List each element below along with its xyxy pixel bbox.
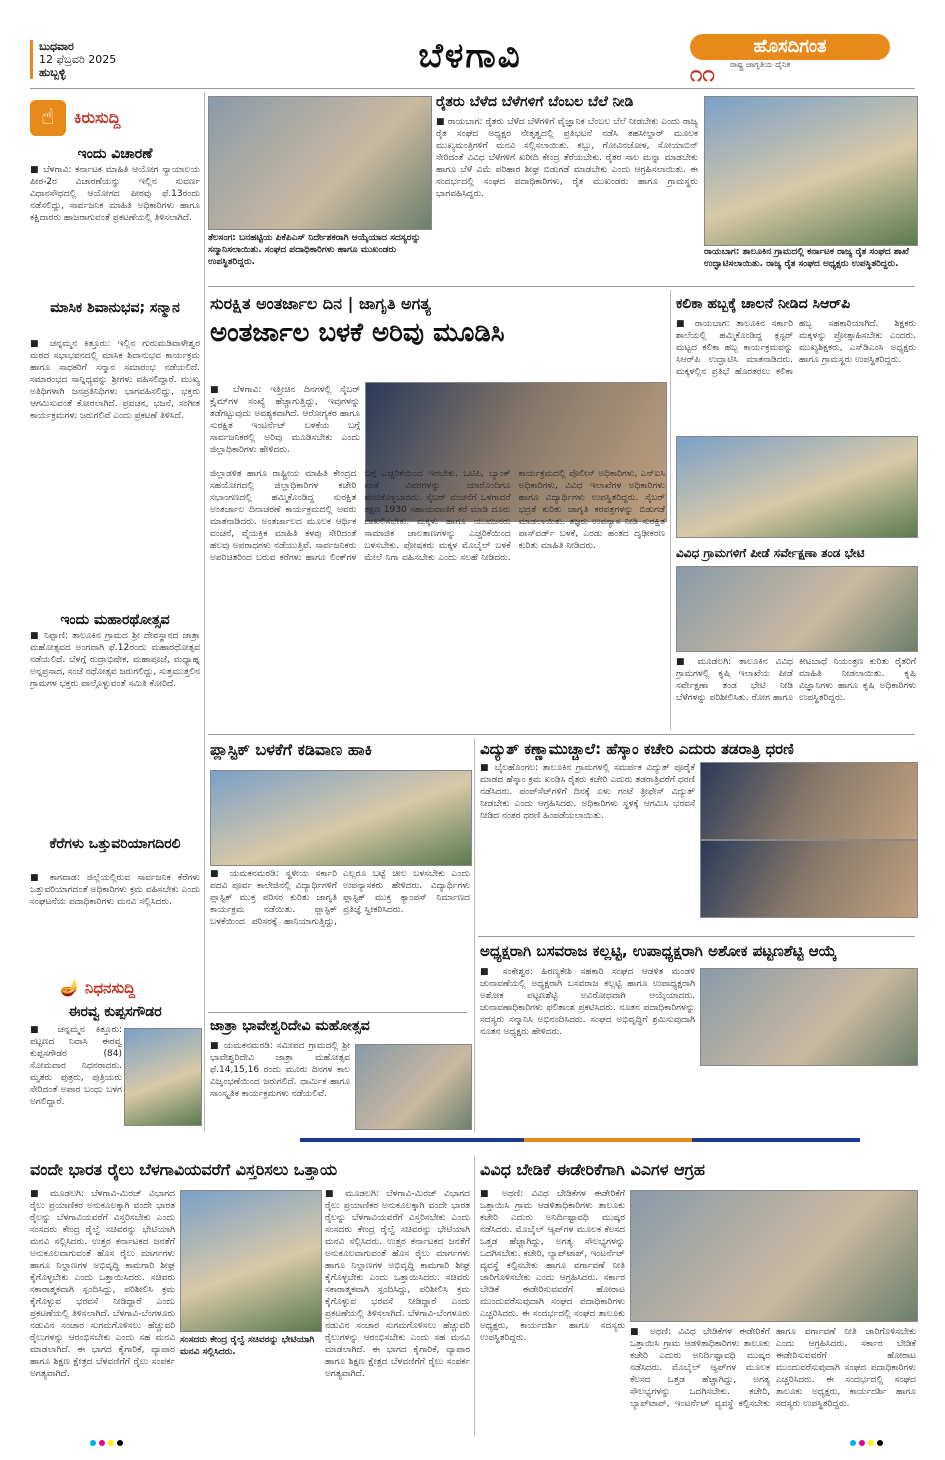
lamp-icon: 🪔 (60, 978, 80, 997)
photo-felicitation (208, 96, 432, 230)
finger-icon: ☝ (30, 100, 66, 136)
caption-felicitation: ತೆಲಸಂಗ: ಬನಹಟ್ಟಿಯ ಪಿಕೆಪಿಎಸ್ ನಿರ್ದೇಶಕರಾಗಿ ಆಯ್ಕೆಯಾದ ಸದಸ್ಯರನ್ನು ಸನ್ಮಾನಿಸಲಾಯಿತು. ಸಂಘದ ಪದಾಧಿಕಾರಿಗಳು ಹಾಗೂ ಮುಖಂಡರು ಉಪಸ್ಥಿತರಿದ್ದರು. (208, 233, 421, 267)
article-pest-survey: ■ ಮೂಡಲಗಿ: ತಾಲೂಕಿನ ವಿವಿಧ ಗ್ರಾಮಗಳಲ್ಲಿ ಕೃಷಿ ಇಲಾಖೆಯ ಪೀಡೆ ಸರ್ವೇಕ್ಷಣಾ ತಂಡ ಭೇಟಿ ನೀಡಿ ಬೆಳೆಗಳನ್ನು ಪರಿಶೀಲಿಸಿತು. ರೋಗ ಹಾಗೂ ಕೀಟಬಾಧೆ ನಿಯಂತ್ರಣ ಕುರಿತು ರೈತರಿಗೆ ಮಾಹಿತಿ ನೀಡಲಾಯಿತು. ಕೃಷಿ ವಿಜ್ಞಾನಿಗಳು ಹಾಗೂ ಕೃಷಿ ಅಧಿಕಾರಿಗಳು ಉಪಸ್ಥಿತರಿದ್ದರು. (676, 657, 916, 703)
article-support-price: ■ ರಾಯಬಾಗ: ರೈತರು ಬೆಳೆದ ಬೆಳೆಗಳಿಗೆ ವೈಜ್ಞಾನಿಕ ಬೆಂಬಲ ಬೆಲೆ ನೀಡಬೇಕು ಎಂದು ರಾಜ್ಯ ರೈತ ಸಂಘದ ಅಧ್ಯಕ್ಷರ ನೇತೃತ್ವದಲ್ಲಿ ಪ್ರತಿಭಟನೆ ನಡೆಸಿ ತಹಸೀಲ್ದಾರ್ ಮೂಲಕ ಮುಖ್ಯಮಂತ್ರಿಗಳಿಗೆ ಮನವಿ ಸಲ್ಲಿಸಲಾಯಿತು. ಕಬ್ಬು, ಗೋವಿನಜೋಳ, ಸೋಯಾಬಿನ್ ಸೇರಿದಂತೆ ವಿವಿಧ ಬೆಳೆಗಳಿಗೆ ಖರೀದಿ ಕೇಂದ್ರ ತೆರೆಯಬೇಕು. ರೈತರ ಸಾಲ ಮನ್ನಾ ಮಾಡಬೇಕು ಹಾಗೂ ಬೆಳೆ ವಿಮೆ ಪರಿಹಾರ ಶೀಘ್ರ ಬಿಡುಗಡೆ ಮಾಡಬೇಕು ಎಂದು ಆಗ್ರಹಿಸಲಾಯಿತು. ಈ ಸಂದರ್ಭದಲ್ಲಿ ಸಂಘದ ಪದಾಧಿಕಾರಿಗಳು, ರೈತ ಮುಖಂಡರು ಹಾಗೂ ಗ್ರಾಮಸ್ಥರು ಭಾಗವಹಿಸಿದ್ದರು. (436, 117, 698, 199)
bottom-divider (300, 1138, 860, 1142)
article-va-demand-cont: ■ ಅಥಣಿ: ವಿವಿಧ ಬೇಡಿಕೆಗಳ ಈಡೇರಿಕೆಗೆ ಒತ್ತಾಯಿಸಿ ಗ್ರಾಮ ಆಡಳಿತಾಧಿಕಾರಿಗಳು ತಾಲೂಕು ಕಚೇರಿ ಎದುರು ಅನಿರ್ದಿಷ್ಟಾವಧಿ ಮುಷ್ಕರ ನಡೆಸಿದರು. ಮೊಬೈಲ್ ಆ್ಯಪ್‌ಗಳ ಮೂಲಕ ಕೆಲಸದ ಒತ್ತಡ ಹೆಚ್ಚಾಗಿದ್ದು, ಅಗತ್ಯ ಸೌಲಭ್ಯಗಳನ್ನು ಒದಗಿಸಬೇಕು. ಕಚೇರಿ, ಲ್ಯಾಪ್‌ಟಾಪ್, ಇಂಟರ್ನೆಟ್ ವ್ಯವಸ್ಥೆ ಕಲ್ಪಿಸಬೇಕು ಹಾಗೂ ವರ್ಗಾವಣೆ ನೀತಿ ಜಾರಿಗೊಳಿಸಬೇಕು ಎಂದು ಆಗ್ರಹಿಸಿದರು. ಸರ್ಕಾರ ಬೇಡಿಕೆ ಈಡೇರಿಸುವವರೆಗೆ ಹೋರಾಟ ಮುಂದುವರೆಸುವುದಾಗಿ ಸಂಘದ ಪದಾಧಿಕಾರಿಗಳು ಎಚ್ಚರಿಸಿದರು. ಈ ಸಂದರ್ಭದಲ್ಲಿ ಸಂಘದ ತಾಲೂಕು ಅಧ್ಯಕ್ಷರು, ಕಾರ್ಯದರ್ಶಿ ಹಾಗೂ ಸದಸ್ಯರು ಉಪಸ್ಥಿತರಿದ್ದರು. (630, 1327, 916, 1409)
article-va-demand: ■ ಅಥಣಿ: ವಿವಿಧ ಬೇಡಿಕೆಗಳ ಈಡೇರಿಕೆಗೆ ಒತ್ತಾಯಿಸಿ ಗ್ರಾಮ ಆಡಳಿತಾಧಿಕಾರಿಗಳು ತಾಲೂಕು ಕಚೇರಿ ಎದುರು ಅನಿರ್ದಿಷ್ಟಾವಧಿ ಮುಷ್ಕರ ನಡೆಸಿದರು. ಮೊಬೈಲ್ ಆ್ಯಪ್‌ಗಳ ಮೂಲಕ ಕೆಲಸದ ಒತ್ತಡ ಹೆಚ್ಚಾಗಿದ್ದು, ಅಗತ್ಯ ಸೌಲಭ್ಯಗಳನ್ನು ಒದಗಿಸಬೇಕು. ಕಚೇರಿ, ಲ್ಯಾಪ್‌ಟಾಪ್, ಇಂಟರ್ನೆಟ್ ವ್ಯವಸ್ಥೆ ಕಲ್ಪಿಸಬೇಕು ಹಾಗೂ ವರ್ಗಾವಣೆ ನೀತಿ ಜಾರಿಗೊಳಿಸಬೇಕು ಎಂದು ಆಗ್ರಹಿಸಿದರು. ಸರ್ಕಾರ ಬೇಡಿಕೆ ಈಡೇರಿಸುವವರೆಗೆ ಹೋರಾಟ ಮುಂದುವರೆಸುವುದಾಗಿ ಸಂಘದ ಪದಾಧಿಕಾರಿಗಳು ಎಚ್ಚರಿಸಿದರು. ಈ ಸಂದರ್ಭದಲ್ಲಿ ಸಂಘದ ತಾಲೂಕು ಅಧ್ಯಕ್ಷರು, ಕಾರ್ಯದರ್ಶಿ ಹಾಗೂ ಸದಸ್ಯರು ಉಪಸ್ಥಿತರಿದ್ದರು. (480, 1189, 625, 1343)
article-vande-bharat: ■ ಮೂಡಲಗಿ: ಬೆಳಗಾವಿ-ಮಿರಜ್ ವಿಭಾಗದ ರೈಲು ಪ್ರಯಾಣಿಕರ ಅನುಕೂಲಕ್ಕಾಗಿ ವಂದೇ ಭಾರತ ರೈಲನ್ನು ಬೆಳಗಾವಿಯವರೆಗೆ ವಿಸ್ತರಿಸಬೇಕು ಎಂದು ಸಂಸದರು ಕೇಂದ್ರ ರೈಲ್ವೆ ಸಚಿವರನ್ನು ಭೇಟಿಯಾಗಿ ಮನವಿ ಸಲ್ಲಿಸಿದರು. ಉತ್ತರ ಕರ್ನಾಟಕದ ಜನತೆಗೆ ಅನುಕೂಲವಾಗುವಂತೆ ಹೊಸ ರೈಲು ಮಾರ್ಗಗಳು ಹಾಗೂ ನಿಲ್ದಾಣಗಳ ಅಭಿವೃದ್ಧಿ ಕಾಮಗಾರಿ ಶೀಘ್ರ ಕೈಗೊಳ್ಳಬೇಕು ಎಂದು ಒತ್ತಾಯಿಸಿದರು. ಸಚಿವರು ಸಕಾರಾತ್ಮಕವಾಗಿ ಸ್ಪಂದಿಸಿದ್ದು, ಪರಿಶೀಲಿಸಿ ಕ್ರಮ ಕೈಗೊಳ್ಳುವ ಭರವಸೆ ನೀಡಿದ್ದಾರೆ ಎಂದು ಪ್ರಕಟಣೆಯಲ್ಲಿ ತಿಳಿಸಲಾಗಿದೆ. ಬೆಳಗಾವಿ-ಬೆಂಗಳೂರು ನಡುವಿನ ಸಂಚಾರ ಸುಗಮಗೊಳಿಸಲು ಹೆಚ್ಚುವರಿ ರೈಲುಗಳನ್ನು ಆರಂಭಿಸಬೇಕು ಎಂದು ಸಹ ಮನವಿ ಮಾಡಲಾಗಿದೆ. ಈ ಭಾಗದ ಕೈಗಾರಿಕೆ, ವ್ಯಾಪಾರ ಹಾಗೂ ಶಿಕ್ಷಣ ಕ್ಷೇತ್ರದ ಬೆಳವಣಿಗೆಗೆ ರೈಲು ಸಂಪರ್ಕ ಅಗತ್ಯವಾಗಿದೆ. (30, 1189, 175, 1379)
photo-election (700, 968, 918, 1066)
column-rule-2 (670, 290, 671, 730)
obituary-photo (124, 1028, 202, 1126)
headline-va-demand: ವಿವಿಧ ಬೇಡಿಕೆ ಈಡೇರಿಕೆಗಾಗಿ ವಿಎಗಳ ಆಗ್ರಹ (480, 1160, 705, 1179)
headline-vicharane: ಇಂದು ವಿಚಾರಣೆ (77, 146, 153, 162)
column-rule (204, 92, 205, 1132)
photo-va-protest (630, 1190, 918, 1322)
column-rule-3 (474, 738, 475, 1132)
main-body: ಜಿಲ್ಲಾಡಳಿತ ಹಾಗೂ ರಾಷ್ಟ್ರೀಯ ಮಾಹಿತಿ ಕೇಂದ್ರದ ಸಹಯೋಗದಲ್ಲಿ ಜಿಲ್ಲಾಧಿಕಾರಿಗಳ ಕಚೇರಿ ಸಭಾಂಗಣದಲ್ಲಿ ಹಮ್ಮಿಕೊಂಡಿದ್ದ ಸುರಕ್ಷಿತ ಅಂತರ್ಜಾಲ ದಿನಾಚರಣೆ ಕಾರ್ಯಕ್ರಮದಲ್ಲಿ ಅವರು ಮಾತನಾಡಿದರು. ಅಂತರ್ಜಾಲದ ಮೂಲಕ ಆರ್ಥಿಕ ವಂಚನೆ, ವೈಯಕ್ತಿಕ ಮಾಹಿತಿ ಕಳವು ಸೇರಿದಂತೆ ಹಲವು ಅಪರಾಧಗಳು ನಡೆಯುತ್ತಿವೆ. ಸಾರ್ವಜನಿಕರು ಅಪರಿಚಿತರಿಂದ ಬರುವ ಕರೆಗಳು ಹಾಗೂ ಲಿಂಕ್‌ಗಳ ಬಗ್ಗೆ ಎಚ್ಚರಿಕೆಯಿಂದ ಇರಬೇಕು. ಒಟಿಪಿ, ಬ್ಯಾಂಕ್ ಖಾತೆ ವಿವರಗಳನ್ನು ಯಾರೊಂದಿಗೂ ಹಂಚಿಕೊಳ್ಳಬಾರದು. ಸೈಬರ್ ವಂಚನೆಗೆ ಒಳಗಾದರೆ ತಕ್ಷಣ 1930 ಸಹಾಯವಾಣಿಗೆ ಕರೆ ಮಾಡಿ ದೂರು ದಾಖಲಿಸಬೇಕು. ಮಕ್ಕಳು ಹಾಗೂ ಯುವಜನರು ಸಾಮಾಜಿಕ ಜಾಲತಾಣಗಳನ್ನು ಎಚ್ಚರಿಕೆಯಿಂದ ಬಳಸಬೇಕು. ಪೋಷಕರು ಮಕ್ಕಳ ಮೊಬೈಲ್ ಬಳಕೆ ಮೇಲೆ ನಿಗಾ ವಹಿಸಬೇಕು ಎಂದು ಸಲಹೆ ನೀಡಿದರು. ಕಾರ್ಯಕ್ರಮದಲ್ಲಿ ಪೊಲೀಸ್ ಅಧಿಕಾರಿಗಳು, ಎನ್‌ಐಸಿ ಅಧಿಕಾರಿಗಳು, ವಿವಿಧ ಇಲಾಖೆಗಳ ಅಧಿಕಾರಿಗಳು ಹಾಗೂ ವಿದ್ಯಾರ್ಥಿಗಳು ಉಪಸ್ಥಿತರಿದ್ದರು. ಸೈಬರ್ ಭದ್ರತೆ ಕುರಿತು ಜಾಗೃತಿ ಕರಪತ್ರಗಳನ್ನು ಬಿಡುಗಡೆ ಮಾಡಲಾಯಿತು. ತಜ್ಞರು ಉಪನ್ಯಾಸ ನೀಡಿ ಸುರಕ್ಷಿತ ಪಾಸ್‌ವರ್ಡ್ ಬಳಕೆ, ಎರಡು ಹಂತದ ದೃಢೀಕರಣ ಕುರಿತು ಮಾಹಿತಿ ನೀಡಿದರು. (210, 469, 665, 563)
headline-maharathotsava: ಇಂದು ಮಹಾರಥೋತ್ಸವ (60, 612, 170, 628)
caption-farmers: ರಾಯಬಾಗ: ತಾಲೂಕಿನ ಗ್ರಾಮದಲ್ಲಿ ಕರ್ನಾಟಕ ರಾಜ್ಯ ರೈತ ಸಂಘದ ಶಾಖೆ ಉದ್ಘಾಟಿಸಲಾಯಿತು. ರಾಜ್ಯ ರೈತ ಸಂಘದ ಅಧ್ಯಕ್ಷರು ಉಪಸ್ಥಿತರಿದ್ದರು. (704, 247, 909, 269)
photo-kalika-habba (676, 436, 918, 538)
logo-text: ಹೊಸದಿಗಂತ (690, 34, 890, 60)
headline-obituary: ಈರವ್ವ ಕುಪ್ಪಸಗೌಡರ (68, 1004, 162, 1020)
caption-vande-bharat: ಸಂಸದರು ಕೇಂದ್ರ ರೈಲ್ವೆ ಸಚಿವರನ್ನು ಭೇಟಿಯಾಗಿ ಮನವಿ ಸಲ್ಲಿಸಿದರು. (180, 1335, 315, 1357)
section-rule-2 (208, 734, 915, 735)
article-plastic: ■ ಯಮಕನಮರಡಿ: ಸ್ಥಳೀಯ ಸರ್ಕಾರಿ ಪದವಿ ಪೂರ್ವ ಕಾಲೇಜಿನಲ್ಲಿ ವಿದ್ಯಾರ್ಥಿಗಳಿಗೆ ಪ್ಲಾಸ್ಟಿಕ್ ಮುಕ್ತ ಪರಿಸರ ಕುರಿತು ಜಾಗೃತಿ ಕಾರ್ಯಕ್ರಮ ನಡೆಯಿತು. ಪ್ಲಾಸ್ಟಿಕ್ ಬಳಕೆಯಿಂದ ಪರಿಸರಕ್ಕೆ ಹಾನಿಯಾಗುತ್ತಿದ್ದು, ಎಲ್ಲರೂ ಬಟ್ಟೆ ಚೀಲ ಬಳಸಬೇಕು ಎಂದು ಉಪನ್ಯಾಸಕರು ಹೇಳಿದರು. ವಿದ್ಯಾರ್ಥಿಗಳು ಪ್ಲಾಸ್ಟಿಕ್ ಮುಕ್ತ ಕ್ಯಾಂಪಸ್ ನಿರ್ಮಾಣದ ಪ್ರತಿಜ್ಞೆ ಸ್ವೀಕರಿಸಿದರು. (210, 869, 470, 927)
article-election: ■ ಸಂಕೇಶ್ವರ: ಹಿರಣ್ಯಕೇಶಿ ಸಹಕಾರಿ ಸಂಘದ ಆಡಳಿತ ಮಂಡಳಿ ಚುನಾವಣೆಯಲ್ಲಿ ಅಧ್ಯಕ್ಷರಾಗಿ ಬಸವರಾಜ ಕಲ್ಲಟ್ಟಿ ಹಾಗೂ ಉಪಾಧ್ಯಕ್ಷರಾಗಿ ಅಶೋಕ ಪಟ್ಟಣಶೆಟ್ಟಿ ಅವಿರೋಧವಾಗಿ ಆಯ್ಕೆಯಾದರು. ಚುನಾವಣಾಧಿಕಾರಿಗಳು ಫಲಿತಾಂಶ ಪ್ರಕಟಿಸಿದರು. ನೂತನ ಪದಾಧಿಕಾರಿಗಳನ್ನು ಸದಸ್ಯರು ಸನ್ಮಾನಿಸಿ ಅಭಿನಂದಿಸಿದರು. ಸಂಘದ ಅಭಿವೃದ್ಧಿಗೆ ಶ್ರಮಿಸುವುದಾಗಿ ನೂತನ ಅಧ್ಯಕ್ಷರು ಹೇಳಿದರು. (480, 967, 695, 1037)
photo-dharani-1 (700, 762, 918, 840)
article-shivanubhava: ■ ಚನ್ನಮ್ಮನ ಕಿತ್ತೂರು: ಇಲ್ಲಿನ ಗುರುಮಡಿವಾಳೇಶ್ವರ ಮಠದ ಸಭಾಭವನದಲ್ಲಿ ಮಾಸಿಕ ಶಿವಾನುಭವ ಕಾರ್ಯಕ್ರಮ ಹಾಗೂ ಸಾಧಕರಿಗೆ ಸನ್ಮಾನ ಸಮಾರಂಭ ನಡೆಯಲಿದೆ. ಸಮಾರಂಭದ ಸಾನ್ನಿಧ್ಯವನ್ನು ಶ್ರೀಗಳು ವಹಿಸಲಿದ್ದಾರೆ. ಮುಖ್ಯ ಅತಿಥಿಗಳಾಗಿ ಜನಪ್ರತಿನಿಧಿಗಳು ಭಾಗವಹಿಸಲಿದ್ದು, ಭಕ್ತರು ಆಗಮಿಸುವಂತೆ ಕೋರಲಾಗಿದೆ. ಪ್ರವಚನ, ಭಜನೆ, ಸಂಗೀತ ಕಾರ್ಯಕ್ರಮಗಳು ಜರುಗಲಿವೆ ಎಂದು ಪ್ರಕಟಣೆ ತಿಳಿಸಿದೆ. (30, 339, 200, 421)
headline-kere: ಕೆರೆಗಳು ಒತ್ತುವರಿಯಾಗದಿರಲಿ (49, 836, 181, 852)
section-rule-4 (478, 936, 915, 937)
masthead-logo (690, 28, 905, 86)
column-rule-4 (474, 1156, 475, 1436)
photo-deity (355, 1044, 472, 1130)
article-vande-bharat-cont: ■ ಮೂಡಲಗಿ: ಬೆಳಗಾವಿ-ಮಿರಜ್ ವಿಭಾಗದ ರೈಲು ಪ್ರಯಾಣಿಕರ ಅನುಕೂಲಕ್ಕಾಗಿ ವಂದೇ ಭಾರತ ರೈಲನ್ನು ಬೆಳಗಾವಿಯವರೆಗೆ ವಿಸ್ತರಿಸಬೇಕು ಎಂದು ಸಂಸದರು ಕೇಂದ್ರ ರೈಲ್ವೆ ಸಚಿವರನ್ನು ಭೇಟಿಯಾಗಿ ಮನವಿ ಸಲ್ಲಿಸಿದರು. ಉತ್ತರ ಕರ್ನಾಟಕದ ಜನತೆಗೆ ಅನುಕೂಲವಾಗುವಂತೆ ಹೊಸ ರೈಲು ಮಾರ್ಗಗಳು ಹಾಗೂ ನಿಲ್ದಾಣಗಳ ಅಭಿವೃದ್ಧಿ ಕಾಮಗಾರಿ ಶೀಘ್ರ ಕೈಗೊಳ್ಳಬೇಕು ಎಂದು ಒತ್ತಾಯಿಸಿದರು. ಸಚಿವರು ಸಕಾರಾತ್ಮಕವಾಗಿ ಸ್ಪಂದಿಸಿದ್ದು, ಪರಿಶೀಲಿಸಿ ಕ್ರಮ ಕೈಗೊಳ್ಳುವ ಭರವಸೆ ನೀಡಿದ್ದಾರೆ ಎಂದು ಪ್ರಕಟಣೆಯಲ್ಲಿ ತಿಳಿಸಲಾಗಿದೆ. ಬೆಳಗಾವಿ-ಬೆಂಗಳೂರು ನಡುವಿನ ಸಂಚಾರ ಸುಗಮಗೊಳಿಸಲು ಹೆಚ್ಚುವರಿ ರೈಲುಗಳನ್ನು ಆರಂಭಿಸಬೇಕು ಎಂದು ಸಹ ಮನವಿ ಮಾಡಲಾಗಿದೆ. ಈ ಭಾಗದ ಕೈಗಾರಿಕೆ, ವ್ಯಾಪಾರ ಹಾಗೂ ಶಿಕ್ಷಣ ಕ್ಷೇತ್ರದ ಬೆಳವಣಿಗೆಗೆ ರೈಲು ಸಂಪರ್ಕ ಅಗತ್ಯವಾಗಿದೆ. (325, 1189, 470, 1379)
article-kalika-habba: ■ ರಾಯಬಾಗ: ತಾಲೂಕಿನ ಸರ್ಕಾರಿ ಶಾಲೆಯಲ್ಲಿ ಹಮ್ಮಿಕೊಂಡಿದ್ದ ಕ್ಲಸ್ಟರ್ ಮಟ್ಟದ ಕಲಿಕಾ ಹಬ್ಬ ಕಾರ್ಯಕ್ರಮವನ್ನು ಸಿಆರ್‌ಪಿ ಉದ್ಘಾಟಿಸಿ ಮಾತನಾಡಿದರು. ಮಕ್ಕಳಲ್ಲಿನ ಪ್ರತಿಭೆ ಹೊರತರಲು ಕಲಿಕಾ ಹಬ್ಬ ಸಹಕಾರಿಯಾಗಿದೆ. ಶಿಕ್ಷಕರು ಮಕ್ಕಳನ್ನು ಪ್ರೋತ್ಸಾಹಿಸಬೇಕು ಎಂದರು. ಮುಖ್ಯಶಿಕ್ಷಕರು, ಎಸ್‌ಡಿಎಂಸಿ ಅಧ್ಯಕ್ಷರು ಹಾಗೂ ಗ್ರಾಮಸ್ಥರು ಉಪಸ್ಥಿತರಿದ್ದರು. (676, 319, 916, 377)
photo-vande-bharat (180, 1190, 322, 1332)
edition-title: ಬೆಳಗಾವಿ (418, 36, 522, 76)
main-intro: ■ ಬೆಳಗಾವಿ: ಇತ್ತೀಚಿನ ದಿನಗಳಲ್ಲಿ ಸೈಬರ್ ಕ್ರೈಮ್‌ಗಳ ಸಂಖ್ಯೆ ಹೆಚ್ಚಾಗುತ್ತಿದ್ದು, ಇವುಗಳನ್ನು ತಡೆಗಟ್ಟುವುದು ಅವಶ್ಯಕವಾಗಿದೆ. ಆರೋಗ್ಯಕರ ಹಾಗೂ ಸುರಕ್ಷಿತ ಇಂಟರ್ನೆಟ್ ಬಳಕೆಯ ಬಗ್ಗೆ ಸಾರ್ವಜನಿಕರಲ್ಲಿ ಅರಿವು ಮೂಡಿಸಬೇಕು ಎಂದು ಜಿಲ್ಲಾಧಿಕಾರಿಗಳು ಹೇಳಿದರು. (210, 385, 360, 455)
header-rule (30, 88, 915, 89)
headline-dharani: ವಿದ್ಯುತ್ ಕಣ್ಣಾಮುಚ್ಚಾಲೆ: ಹೆಸ್ಕಾಂ ಕಚೇರಿ ಎದುರು ತಡರಾತ್ರಿ ಧರಣಿ (480, 740, 794, 758)
nidhana-banner (60, 978, 200, 1002)
headline-jatra: ಜಾತ್ರಾ ಭಾವೇಶ್ವರಿದೇವಿ ಮಹೋತ್ಸವ (210, 1018, 370, 1034)
print-registration-dots-right (850, 1440, 883, 1446)
kiru-suddi-label: ಕಿರುಸುದ್ದಿ (74, 108, 121, 127)
photo-dharani-2 (700, 840, 918, 918)
headline-vande-bharat: ವಂದೇ ಭಾರತ ರೈಲು ಬೆಳಗಾವಿಯವರೆಗೆ ವಿಸ್ತರಿಸಲು ಒತ್ತಾಯ (30, 1160, 338, 1179)
logo-tagline: ರಾಷ್ಟ್ರ ಜಾಗೃತಿಯ ದೈನಿಕ (730, 60, 791, 69)
header-date: 12 ಫೆಬ್ರವರಿ 2025 (39, 53, 117, 66)
headline-kalika-habba: ಕಲಿಕಾ ಹಬ್ಬಕ್ಕೆ ಚಾಲನೆ ನೀಡಿದ ಸಿಆರ್‌ಪಿ (676, 296, 851, 312)
main-kicker: ಸುರಕ್ಷಿತ ಅಂತರ್ಜಾಲ ದಿನ | ಜಾಗೃತಿ ಅಗತ್ಯ (210, 294, 431, 313)
section-rule-3 (208, 1012, 467, 1013)
article-maharathotsava: ■ ನಿಪ್ಪಾಣಿ: ತಾಲೂಕಿನ ಗ್ರಾಮದ ಶ್ರೀ ದೇವಸ್ಥಾನದ ಜಾತ್ರಾ ಮಹೋತ್ಸವದ ಅಂಗವಾಗಿ ಫೆ.12ರಂದು ಮಹಾರಥೋತ್ಸವ ನಡೆಯಲಿದೆ. ಬೆಳಗ್ಗೆ ರುದ್ರಾಭಿಷೇಕ, ಮಹಾಪೂಜೆ, ಮಧ್ಯಾಹ್ನ ಅನ್ನಪ್ರಸಾದ, ಸಂಜೆ ರಥೋತ್ಸವ ಜರುಗಲಿದ್ದು, ಸುತ್ತಮುತ್ತಲಿನ ಗ್ರಾಮಗಳ ಭಕ್ತರು ಪಾಲ್ಗೊಳ್ಳುವಂತೆ ಸಮಿತಿ ಕೋರಿದೆ. (30, 631, 200, 689)
headline-pest-survey: ವಿವಿಧ ಗ್ರಾಮಗಳಿಗೆ ಪೀಡೆ ಸರ್ವೇಕ್ಷಣಾ ತಂಡ ಭೇಟಿ (676, 546, 865, 560)
nidhana-label: ನಿಧನಸುದ್ದಿ (85, 979, 136, 997)
print-registration-dots (90, 1440, 123, 1446)
article-vicharane: ■ ಬೆಳಗಾವಿ: ಕರ್ನಾಟಕ ಮಾಹಿತಿ ಆಯೋಗ ನ್ಯಾಯಾಲಯ ಪೀಠ-2ರ ವಿಚಾರಣೆಯನ್ನು ಇಲ್ಲಿನ ಸುವರ್ಣ ವಿಧಾನಸೌಧದಲ್ಲಿ ಆಯೋಗದ ಪೀಠವು ಫೆ.13ರಂದು ನಡೆಸಲಿದ್ದು, ಸಾರ್ವಜನಿಕ ಮಾಹಿತಿ ಅಧಿಕಾರಿಗಳು ಹಾಗೂ ಕಕ್ಷಿದಾರರು ಹಾಜರಾಗುವಂತೆ ಪ್ರಕಟಣೆಯಲ್ಲಿ ತಿಳಿಸಲಾಗಿದೆ. (30, 165, 200, 223)
header-city: ಹುಬ್ಬಳ್ಳಿ (39, 66, 66, 79)
photo-farmers (704, 96, 918, 246)
headline-election: ಅಧ್ಯಕ್ಷರಾಗಿ ಬಸವರಾಜ ಕಲ್ಲಟ್ಟಿ, ಉಪಾಧ್ಯಕ್ಷರಾಗಿ ಅಶೋಕ ಪಟ್ಟಣಶೆಟ್ಟಿ ಆಯ್ಕೆ (480, 942, 837, 960)
header-dateline (30, 40, 149, 79)
section-rule (208, 286, 915, 287)
header-day: ಬುಧವಾರ (39, 40, 74, 53)
headline-plastic: ಪ್ಲಾಸ್ಟಿಕ್ ಬಳಕೆಗೆ ಕಡಿವಾಣ ಹಾಕಿ (210, 740, 372, 759)
article-obituary: ■ ಚನ್ನಮ್ಮನ ಕಿತ್ತೂರು: ಪಟ್ಟಣದ ನಿವಾಸಿ ಈರವ್ವ ಕುಪ್ಪಸಗೌಡರ (84) ಸೋಮವಾರ ನಿಧನರಾದರು. ಮೃತರು ಪುತ್ರರು, ಪುತ್ರಿಯರು ಸೇರಿದಂತೆ ಅಪಾರ ಬಂಧು ಬಳಗ ಅಗಲಿದ್ದಾರೆ. (30, 1025, 122, 1107)
article-jatra: ■ ಯಮಕನಮರಡಿ: ಸಮೀಪದ ಗ್ರಾಮದಲ್ಲಿ ಶ್ರೀ ಭಾವೇಶ್ವರಿದೇವಿ ಜಾತ್ರಾ ಮಹೋತ್ಸವ ಫೆ.14,15,16 ರಂದು ಮೂರು ದಿನಗಳ ಕಾಲ ವಿಜೃಂಭಣೆಯಿಂದ ಜರುಗಲಿದೆ. ಧಾರ್ಮಿಕ ಹಾಗೂ ಸಾಂಸ್ಕೃತಿಕ ಕಾರ್ಯಕ್ರಮಗಳು ನಡೆಯಲಿವೆ. (210, 1041, 350, 1099)
photo-pest-survey (676, 566, 918, 652)
headline-shivanubhava: ಮಾಸಿಕ ಶಿವಾನುಭವ; ಸನ್ಮಾನ (50, 300, 180, 316)
article-dharani: ■ ಬೈಲಹೊಂಗಲ: ತಾಲೂಕಿನ ಗ್ರಾಮಗಳಲ್ಲಿ ಸಮರ್ಪಕ ವಿದ್ಯುತ್ ಪೂರೈಕೆ ಮಾಡದ ಹೆಸ್ಕಾಂ ಕ್ರಮ ಖಂಡಿಸಿ ರೈತರು ಕಚೇರಿ ಎದುರು ತಡರಾತ್ರಿವರೆಗೆ ಧರಣಿ ನಡೆಸಿದರು. ಪಂಪ್‌ಸೆಟ್‌ಗಳಿಗೆ ದಿನಕ್ಕೆ ಏಳು ಗಂಟೆ ತ್ರೀಫೇಸ್ ವಿದ್ಯುತ್ ನೀಡಬೇಕು ಎಂದು ಆಗ್ರಹಿಸಿದರು. ಅಧಿಕಾರಿಗಳು ಸ್ಥಳಕ್ಕೆ ಆಗಮಿಸಿ ಭರವಸೆ ನೀಡಿದ ನಂತರ ಧರಣಿ ಹಿಂಪಡೆಯಲಾಯಿತು. (480, 763, 695, 821)
article-kere: ■ ಕಾಗವಾಡ: ಜಿಲ್ಲೆಯಲ್ಲಿರುವ ಸಾರ್ವಜನಿಕ ಕೆರೆಗಳು ಒತ್ತುವರಿಯಾಗದಂತೆ ಅಧಿಕಾರಿಗಳು ಕ್ರಮ ವಹಿಸಬೇಕು ಎಂದು ಸಂಘಟನೆಯ ಪದಾಧಿಕಾರಿಗಳು ಮನವಿ ಸಲ್ಲಿಸಿದರು. (30, 873, 200, 907)
photo-plastic (210, 770, 472, 866)
page-number: ೧೧ (690, 62, 715, 87)
main-headline: ಅಂತರ್ಜಾಲ ಬಳಕೆ ಅರಿವು ಮೂಡಿಸಿ (210, 318, 505, 348)
headline-support-price: ರೈತರು ಬೆಳೆದ ಬೆಳೆಗಳಿಗೆ ಬೆಂಬಲ ಬೆಲೆ ನೀಡಿ (436, 94, 634, 110)
kiru-suddi-banner (30, 100, 200, 136)
